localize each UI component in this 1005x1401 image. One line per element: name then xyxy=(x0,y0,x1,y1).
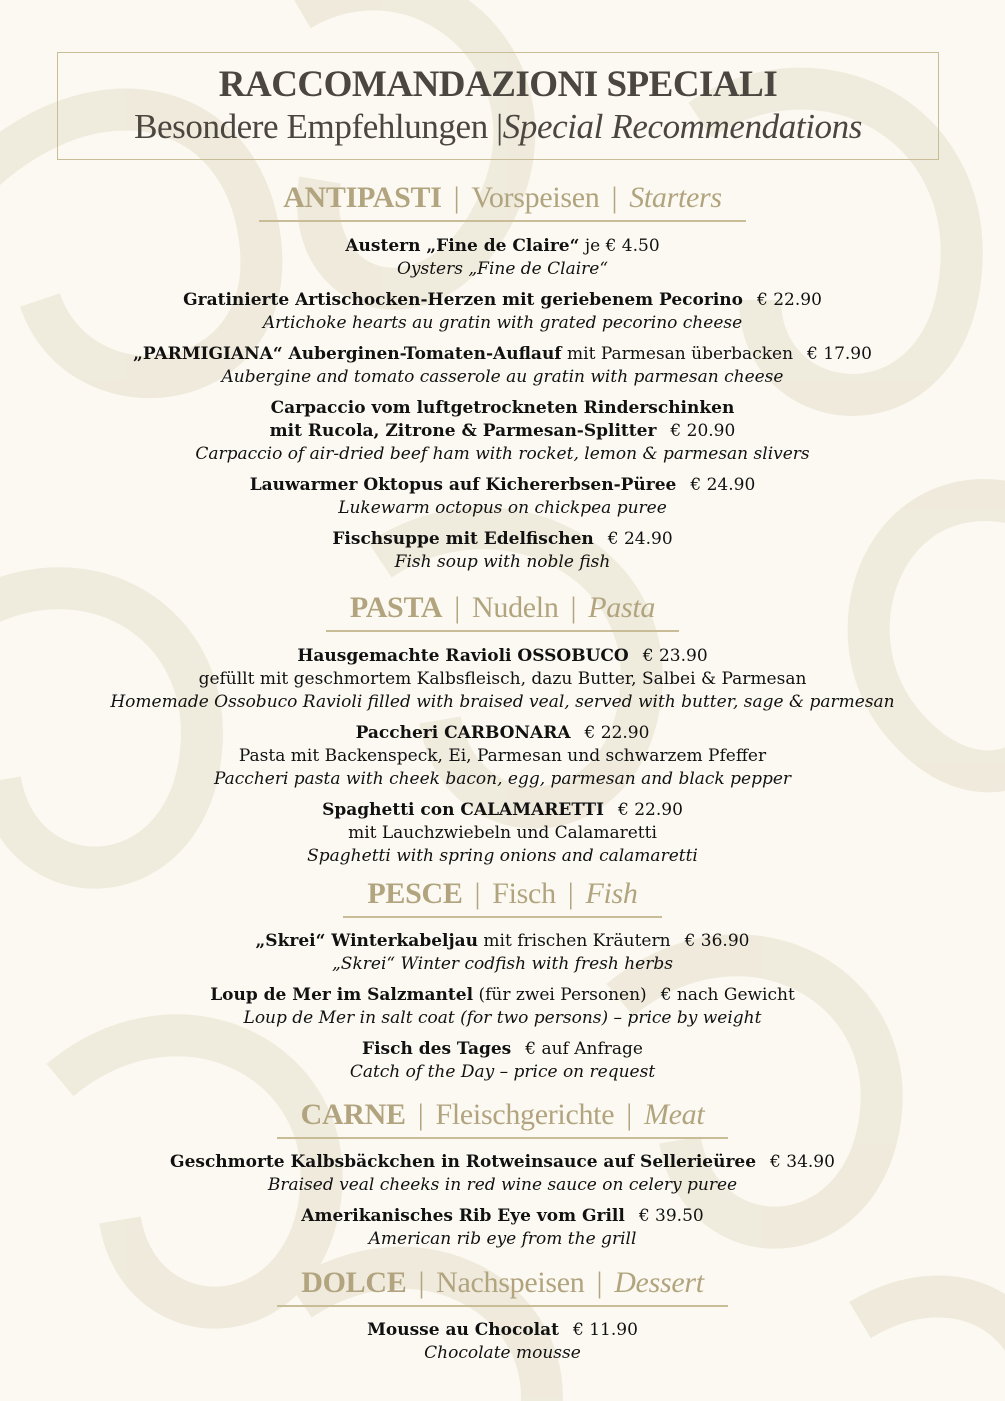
item-line xyxy=(0,474,1005,497)
item-translation: Artichoke hearts au gratin with grated pecorino cheese xyxy=(262,313,743,333)
item-line xyxy=(0,1151,1005,1174)
menu-item xyxy=(0,984,1005,1030)
section-separator: | xyxy=(570,591,577,624)
item-line xyxy=(0,1038,1005,1061)
subtitle-de: Besondere Empfehlungen xyxy=(134,107,488,146)
menu-item xyxy=(0,343,1005,389)
item-price: € 39.50 xyxy=(638,1206,704,1226)
menu-item xyxy=(0,1038,1005,1084)
section-separator: | xyxy=(453,181,460,214)
menu-item xyxy=(0,474,1005,520)
item-extra: je xyxy=(584,236,601,256)
item-price: € 4.50 xyxy=(605,236,660,256)
item-price: € 22.90 xyxy=(757,290,822,310)
item-name: Spaghetti con CALAMARETTI xyxy=(322,800,604,820)
item-price: € 34.90 xyxy=(770,1152,835,1172)
item-price: € 23.90 xyxy=(642,646,708,666)
item-translation: Paccheri pasta with cheek bacon, egg, parmesan and black pepper xyxy=(213,769,792,789)
item-name: Carpaccio vom luftgetrockneten Rinderschinken xyxy=(270,398,735,418)
item-price: € 24.90 xyxy=(607,529,673,549)
item-name: Hausgemachte Ravioli OSSOBUCO xyxy=(297,646,629,666)
item-extra: (für zwei Personen) xyxy=(478,985,647,1005)
item-translation: Loup de Mer in salt coat (for two persons) – price by weight xyxy=(243,1008,762,1028)
item-price: € 36.90 xyxy=(684,931,750,951)
item-name: Paccheri CARBONARA xyxy=(355,723,571,743)
item-name: Amerikanisches Rib Eye vom Grill xyxy=(301,1206,625,1226)
section-separator: | xyxy=(596,1266,603,1299)
menu-item xyxy=(0,930,1005,976)
menu-item xyxy=(0,1319,1005,1365)
section-separator: | xyxy=(418,1266,425,1299)
item-price: € 20.90 xyxy=(670,421,736,441)
item-name: Mousse au Chocolat xyxy=(367,1320,560,1340)
section-name-de: Nudeln xyxy=(472,591,559,624)
menu-item xyxy=(0,235,1005,281)
item-name: Austern „Fine de Claire“ xyxy=(345,236,580,256)
item-price: € 11.90 xyxy=(573,1320,638,1340)
item-line xyxy=(0,235,1005,258)
item-name: Fisch des Tages xyxy=(362,1039,512,1059)
item-translation: Oysters „Fine de Claire“ xyxy=(396,259,609,279)
item-name: Loup de Mer im Salzmantel xyxy=(210,985,474,1005)
item-extra: mit frischen Kräutern xyxy=(483,931,671,951)
section-name-it: DOLCE xyxy=(301,1266,407,1299)
section-separator: | xyxy=(626,1098,632,1131)
item-line xyxy=(0,289,1005,312)
menu-item xyxy=(0,799,1005,868)
menu-item xyxy=(0,722,1005,791)
item-translation: Aubergine and tomato casserole au gratin with parmesan cheese xyxy=(221,367,784,387)
item-description: gefüllt mit geschmortem Kalbsfleisch, dazu Butter, Salbei & Parmesan xyxy=(198,669,807,689)
item-price: € 22.90 xyxy=(618,800,683,820)
page-subtitle xyxy=(58,106,938,148)
item-extra: mit Parmesan überbacken xyxy=(567,344,794,364)
subtitle-en: Special Recommendations xyxy=(502,107,862,146)
item-name: „PARMIGIANA“ Auberginen-Tomaten-Auflauf xyxy=(133,344,562,364)
section-name-en: Pasta xyxy=(588,591,656,624)
section-dolce xyxy=(0,1265,1005,1307)
section-carne xyxy=(0,1097,1005,1139)
item-translation: Braised veal cheeks in red wine sauce on celery puree xyxy=(267,1175,738,1195)
item-line xyxy=(0,1319,1005,1342)
section-title-dolce xyxy=(277,1265,728,1307)
section-name-de: Nachspeisen xyxy=(436,1266,585,1299)
item-line xyxy=(0,420,1005,443)
item-translation: American rib eye from the grill xyxy=(368,1229,637,1249)
item-line xyxy=(0,343,1005,366)
item-line xyxy=(0,930,1005,953)
item-line xyxy=(0,528,1005,551)
section-separator: | xyxy=(474,877,481,910)
item-price: € 17.90 xyxy=(807,344,872,364)
menu-item xyxy=(0,289,1005,335)
section-name-en: Starters xyxy=(629,181,722,214)
item-name: Gratinierte Artischocken-Herzen mit geriebenem Pecorino xyxy=(183,290,743,310)
item-name: Lauwarmer Oktopus auf Kichererbsen-Püree xyxy=(249,475,677,495)
item-line xyxy=(0,984,1005,1007)
subtitle-separator: | xyxy=(496,107,503,146)
item-description: mit Lauchzwiebeln und Calamaretti xyxy=(348,823,657,843)
section-separator: | xyxy=(611,181,618,214)
section-title-pasta xyxy=(326,590,679,632)
section-title-carne xyxy=(277,1097,729,1139)
menu-item xyxy=(0,397,1005,466)
item-translation: Lukewarm octopus on chickpea puree xyxy=(338,498,667,518)
item-name: „Skrei“ Winterkabeljau xyxy=(255,931,479,951)
section-pasta xyxy=(0,590,1005,632)
item-price: € auf Anfrage xyxy=(525,1039,643,1059)
item-line xyxy=(0,645,1005,668)
item-name: Geschmorte Kalbsbäckchen in Rotweinsauce auf Sellerieüree xyxy=(170,1152,757,1172)
section-name-de: Fisch xyxy=(492,877,556,910)
item-line xyxy=(0,1205,1005,1228)
item-translation: Chocolate mousse xyxy=(424,1343,581,1363)
page-title: RACCOMANDAZIONI SPECIALI xyxy=(218,64,778,105)
section-title-antipasti xyxy=(259,180,746,222)
item-description: Pasta mit Backenspeck, Ei, Parmesan und schwarzem Pfeffer xyxy=(238,746,767,766)
section-separator: | xyxy=(454,591,461,624)
section-pesce xyxy=(0,876,1005,918)
item-price: € 24.90 xyxy=(690,475,756,495)
section-separator: | xyxy=(567,877,574,910)
item-translation: Catch of the Day – price on request xyxy=(349,1062,656,1082)
item-translation: Carpaccio of air-dried beef ham with rocket, lemon & parmesan slivers xyxy=(195,444,810,464)
menu-item xyxy=(0,1205,1005,1251)
section-name-it: CARNE xyxy=(300,1098,406,1131)
item-name: Fischsuppe mit Edelfischen xyxy=(332,529,594,549)
section-name-it: PASTA xyxy=(349,591,443,624)
section-name-de: Vorspeisen xyxy=(471,181,600,214)
item-price: € nach Gewicht xyxy=(660,985,795,1005)
menu-item xyxy=(0,1151,1005,1197)
section-antipasti xyxy=(0,180,1005,222)
section-title-pesce xyxy=(343,876,661,918)
section-name-it: ANTIPASTI xyxy=(283,181,442,214)
section-name-en: Meat xyxy=(643,1098,705,1131)
item-translation: „Skrei“ Winter codfish with fresh herbs xyxy=(332,954,673,974)
item-name-continued: mit Rucola, Zitrone & Parmesan-Splitter xyxy=(269,421,657,441)
item-translation: Homemade Ossobuco Ravioli filled with braised veal, served with butter, sage & parmesan xyxy=(110,692,895,712)
item-line xyxy=(0,799,1005,822)
section-name-it: PESCE xyxy=(367,877,463,910)
header-box xyxy=(57,52,939,160)
menu-item xyxy=(0,528,1005,574)
menu-item xyxy=(0,645,1005,714)
item-price: € 22.90 xyxy=(584,723,650,743)
item-translation: Fish soup with noble fish xyxy=(394,552,611,572)
item-translation: Spaghetti with spring onions and calamaretti xyxy=(307,846,698,866)
section-separator: | xyxy=(417,1098,424,1131)
section-name-en: Dessert xyxy=(614,1266,704,1299)
item-line xyxy=(0,722,1005,745)
section-name-en: Fish xyxy=(585,877,638,910)
section-name-de: Fleischgerichte xyxy=(435,1098,615,1131)
